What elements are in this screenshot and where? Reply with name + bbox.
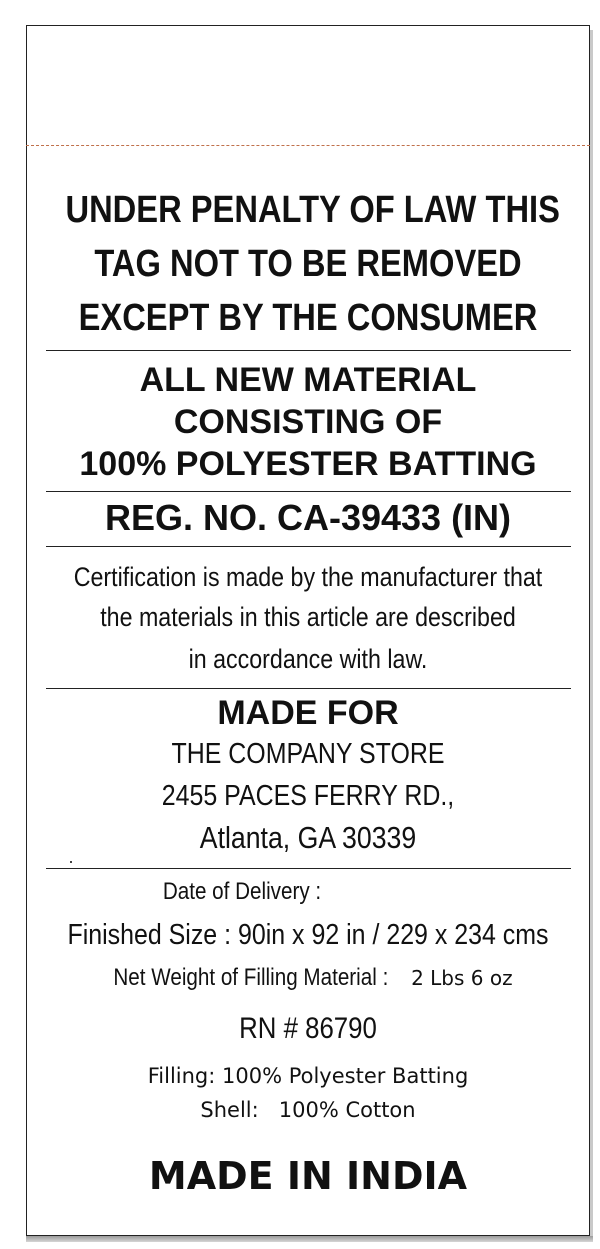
divider	[46, 688, 571, 689]
tag-edge-shadow	[590, 30, 593, 1240]
net-weight-row	[20, 966, 584, 990]
tag-bottom-shadow	[26, 1236, 593, 1242]
certification-line-3: in accordance with law.	[188, 644, 428, 674]
country-of-origin: MADE IN INDIA	[148, 1154, 468, 1198]
company-city: Atlanta, GA 30339	[199, 820, 417, 855]
shell-composition: Shell: 100% Cotton	[200, 1098, 416, 1122]
net-weight-label: Net Weight of Filling Material :	[113, 964, 389, 991]
divider	[46, 491, 571, 492]
divider	[46, 350, 571, 351]
rn-number: RN # 86790	[239, 1012, 377, 1045]
warning-line-1: UNDER PENALTY OF LAW THIS	[65, 189, 560, 231]
filling-composition: Filling: 100% Polyester Batting	[147, 1064, 469, 1088]
warning-line-2: TAG NOT TO BE REMOVED	[94, 243, 522, 285]
material-line-1: ALL NEW MATERIAL	[139, 361, 477, 399]
made-for-heading: MADE FOR	[217, 694, 399, 732]
divider	[46, 546, 571, 547]
net-weight-value: 2 Lbs 6 oz	[411, 966, 513, 990]
material-line-2: CONSISTING OF	[173, 403, 443, 441]
fold-line	[26, 145, 590, 146]
company-street: 2455 PACES FERRY RD.,	[161, 780, 455, 812]
certification-line-1: Certification is made by the manufacturer that	[73, 562, 543, 592]
company-name: THE COMPANY STORE	[171, 738, 445, 770]
finished-size: Finished Size : 90in x 92 in / 229 x 234 cms	[67, 919, 549, 951]
warning-line-3: EXCEPT BY THE CONSUMER	[78, 297, 538, 339]
divider	[46, 868, 571, 869]
certification-line-2: the materials in this article are described	[100, 602, 516, 632]
date-of-delivery: Date of Delivery :	[162, 878, 322, 905]
stray-dot	[70, 861, 72, 863]
registration-number: REG. NO. CA-39433 (IN)	[104, 497, 512, 538]
material-line-3: 100% POLYESTER BATTING	[79, 445, 537, 483]
